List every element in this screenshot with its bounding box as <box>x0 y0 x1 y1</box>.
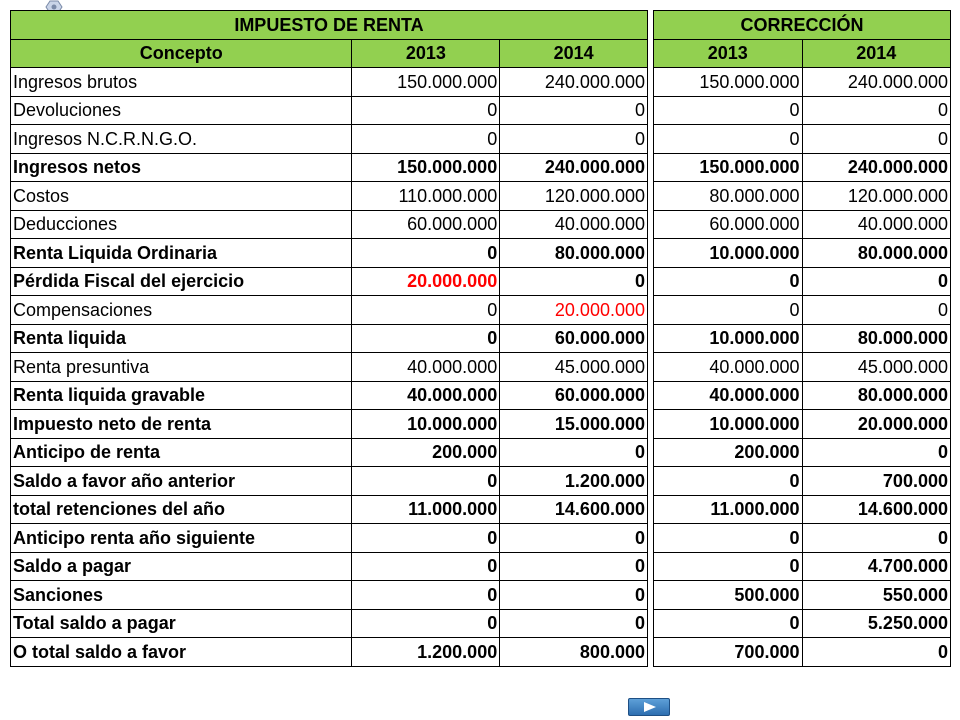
value-2013-cell: 0 <box>352 524 500 553</box>
table-row <box>11 324 648 353</box>
correccion-header-2014: 2014 <box>802 39 951 68</box>
value-2013-cell: 200.000 <box>352 438 500 467</box>
value-2014-cell: 40.000.000 <box>500 210 648 239</box>
concept-cell: Devoluciones <box>11 96 352 125</box>
value-2014-cell: 240.000.000 <box>500 68 648 97</box>
correccion-2013-cell: 150.000.000 <box>654 153 803 182</box>
correccion-2014-cell: 0 <box>802 638 951 667</box>
table-row <box>11 239 648 268</box>
correccion-2013-cell: 0 <box>654 609 803 638</box>
value-2013-cell: 20.000.000 <box>352 267 500 296</box>
table-row <box>654 96 951 125</box>
correccion-2013-cell: 60.000.000 <box>654 210 803 239</box>
table-row <box>654 267 951 296</box>
value-2013-cell: 0 <box>352 239 500 268</box>
impuesto-title: IMPUESTO DE RENTA <box>11 11 648 40</box>
value-2013-cell: 0 <box>352 552 500 581</box>
table-row <box>11 467 648 496</box>
table-row <box>11 96 648 125</box>
table-row <box>11 296 648 325</box>
concept-cell: Deducciones <box>11 210 352 239</box>
next-slide-button[interactable] <box>628 698 670 716</box>
correccion-2013-cell: 10.000.000 <box>654 324 803 353</box>
value-2014-cell: 0 <box>500 267 648 296</box>
value-2013-cell: 40.000.000 <box>352 353 500 382</box>
table-row <box>654 495 951 524</box>
concept-cell: Ingresos brutos <box>11 68 352 97</box>
value-2014-cell: 0 <box>500 438 648 467</box>
value-2013-cell: 0 <box>352 96 500 125</box>
value-2013-cell: 0 <box>352 296 500 325</box>
concept-cell: Costos <box>11 182 352 211</box>
table-row <box>11 153 648 182</box>
concept-cell: Impuesto neto de renta <box>11 410 352 439</box>
table-row <box>11 552 648 581</box>
correccion-2013-cell: 0 <box>654 524 803 553</box>
table-row <box>654 467 951 496</box>
correccion-2013-cell: 500.000 <box>654 581 803 610</box>
table-row <box>11 581 648 610</box>
correccion-2014-cell: 0 <box>802 125 951 154</box>
table-row <box>654 239 951 268</box>
value-2013-cell: 0 <box>352 125 500 154</box>
table-row <box>654 296 951 325</box>
concept-cell: Renta presuntiva <box>11 353 352 382</box>
correccion-2013-cell: 0 <box>654 467 803 496</box>
value-2013-cell: 0 <box>352 324 500 353</box>
table-row <box>11 495 648 524</box>
correccion-2013-cell: 0 <box>654 296 803 325</box>
table-row <box>11 353 648 382</box>
table-row <box>654 438 951 467</box>
value-2014-cell: 45.000.000 <box>500 353 648 382</box>
table-row <box>11 410 648 439</box>
correccion-2013-cell: 40.000.000 <box>654 381 803 410</box>
table-row <box>654 125 951 154</box>
value-2013-cell: 0 <box>352 609 500 638</box>
correccion-2014-cell: 0 <box>802 438 951 467</box>
value-2014-cell: 0 <box>500 125 648 154</box>
concept-cell: Anticipo de renta <box>11 438 352 467</box>
table-row <box>654 153 951 182</box>
table-row <box>11 182 648 211</box>
concept-cell: Renta liquida <box>11 324 352 353</box>
correccion-2014-cell: 40.000.000 <box>802 210 951 239</box>
table-row <box>11 267 648 296</box>
table-row <box>11 524 648 553</box>
correccion-2014-cell: 5.250.000 <box>802 609 951 638</box>
correccion-2014-cell: 550.000 <box>802 581 951 610</box>
value-2014-cell: 120.000.000 <box>500 182 648 211</box>
table-row <box>654 410 951 439</box>
table-row <box>654 524 951 553</box>
table-row <box>654 638 951 667</box>
concept-cell: Compensaciones <box>11 296 352 325</box>
concept-cell: Ingresos netos <box>11 153 352 182</box>
header-2014: 2014 <box>500 39 648 68</box>
header-2013: 2013 <box>352 39 500 68</box>
value-2014-cell: 0 <box>500 609 648 638</box>
table-row <box>11 125 648 154</box>
value-2014-cell: 60.000.000 <box>500 324 648 353</box>
correccion-2014-cell: 4.700.000 <box>802 552 951 581</box>
table-row <box>11 210 648 239</box>
correccion-2014-cell: 0 <box>802 96 951 125</box>
correccion-2014-cell: 80.000.000 <box>802 239 951 268</box>
correccion-2014-cell: 14.600.000 <box>802 495 951 524</box>
concept-cell: Renta liquida gravable <box>11 381 352 410</box>
table-row <box>654 182 951 211</box>
correccion-2014-cell: 45.000.000 <box>802 353 951 382</box>
value-2014-cell: 14.600.000 <box>500 495 648 524</box>
concept-cell: Renta Liquida Ordinaria <box>11 239 352 268</box>
correccion-2014-cell: 240.000.000 <box>802 68 951 97</box>
correccion-2014-cell: 0 <box>802 267 951 296</box>
value-2014-cell: 0 <box>500 524 648 553</box>
value-2013-cell: 60.000.000 <box>352 210 500 239</box>
correccion-2014-cell: 120.000.000 <box>802 182 951 211</box>
value-2014-cell: 0 <box>500 581 648 610</box>
correccion-2013-cell: 200.000 <box>654 438 803 467</box>
concept-cell: Sanciones <box>11 581 352 610</box>
value-2014-cell: 800.000 <box>500 638 648 667</box>
value-2013-cell: 0 <box>352 581 500 610</box>
value-2013-cell: 11.000.000 <box>352 495 500 524</box>
correccion-2013-cell: 700.000 <box>654 638 803 667</box>
value-2013-cell: 40.000.000 <box>352 381 500 410</box>
value-2014-cell: 80.000.000 <box>500 239 648 268</box>
correccion-title: CORRECCIÓN <box>654 11 951 40</box>
correccion-2013-cell: 150.000.000 <box>654 68 803 97</box>
correccion-2014-cell: 240.000.000 <box>802 153 951 182</box>
table-row <box>654 68 951 97</box>
concept-cell: Total saldo a pagar <box>11 609 352 638</box>
table-row <box>11 438 648 467</box>
table-row <box>11 609 648 638</box>
value-2014-cell: 0 <box>500 96 648 125</box>
concept-cell: Pérdida Fiscal del ejercicio <box>11 267 352 296</box>
value-2013-cell: 150.000.000 <box>352 68 500 97</box>
table-row <box>654 210 951 239</box>
value-2013-cell: 0 <box>352 467 500 496</box>
correccion-header-2013: 2013 <box>654 39 803 68</box>
correccion-2013-cell: 10.000.000 <box>654 239 803 268</box>
concept-cell: O total saldo a favor <box>11 638 352 667</box>
value-2014-cell: 15.000.000 <box>500 410 648 439</box>
value-2013-cell: 150.000.000 <box>352 153 500 182</box>
correccion-2013-cell: 0 <box>654 96 803 125</box>
correccion-2013-cell: 0 <box>654 125 803 154</box>
table-row <box>654 324 951 353</box>
table-row <box>654 552 951 581</box>
correccion-2013-cell: 0 <box>654 552 803 581</box>
value-2014-cell: 240.000.000 <box>500 153 648 182</box>
header-concepto: Concepto <box>11 39 352 68</box>
concept-cell: Saldo a favor año anterior <box>11 467 352 496</box>
value-2013-cell: 110.000.000 <box>352 182 500 211</box>
correccion-2013-cell: 40.000.000 <box>654 353 803 382</box>
value-2013-cell: 1.200.000 <box>352 638 500 667</box>
value-2013-cell: 10.000.000 <box>352 410 500 439</box>
correccion-2014-cell: 80.000.000 <box>802 324 951 353</box>
value-2014-cell: 20.000.000 <box>500 296 648 325</box>
correccion-2014-cell: 20.000.000 <box>802 410 951 439</box>
value-2014-cell: 1.200.000 <box>500 467 648 496</box>
impuesto-de-renta-table <box>10 10 648 667</box>
table-row <box>654 381 951 410</box>
correccion-2013-cell: 80.000.000 <box>654 182 803 211</box>
concept-cell: Ingresos N.C.R.N.G.O. <box>11 125 352 154</box>
table-row <box>11 638 648 667</box>
value-2014-cell: 60.000.000 <box>500 381 648 410</box>
value-2014-cell: 0 <box>500 552 648 581</box>
table-row <box>654 609 951 638</box>
table-row <box>654 581 951 610</box>
concept-cell: Anticipo renta año siguiente <box>11 524 352 553</box>
table-row <box>11 381 648 410</box>
correccion-2013-cell: 11.000.000 <box>654 495 803 524</box>
correccion-table <box>653 10 951 667</box>
correccion-2014-cell: 0 <box>802 296 951 325</box>
next-slide-icon <box>643 701 657 713</box>
correccion-2013-cell: 10.000.000 <box>654 410 803 439</box>
concept-cell: Saldo a pagar <box>11 552 352 581</box>
concept-cell: total retenciones del año <box>11 495 352 524</box>
correccion-2014-cell: 80.000.000 <box>802 381 951 410</box>
correccion-2014-cell: 0 <box>802 524 951 553</box>
table-row <box>654 353 951 382</box>
correccion-2013-cell: 0 <box>654 267 803 296</box>
table-row <box>11 68 648 97</box>
correccion-2014-cell: 700.000 <box>802 467 951 496</box>
